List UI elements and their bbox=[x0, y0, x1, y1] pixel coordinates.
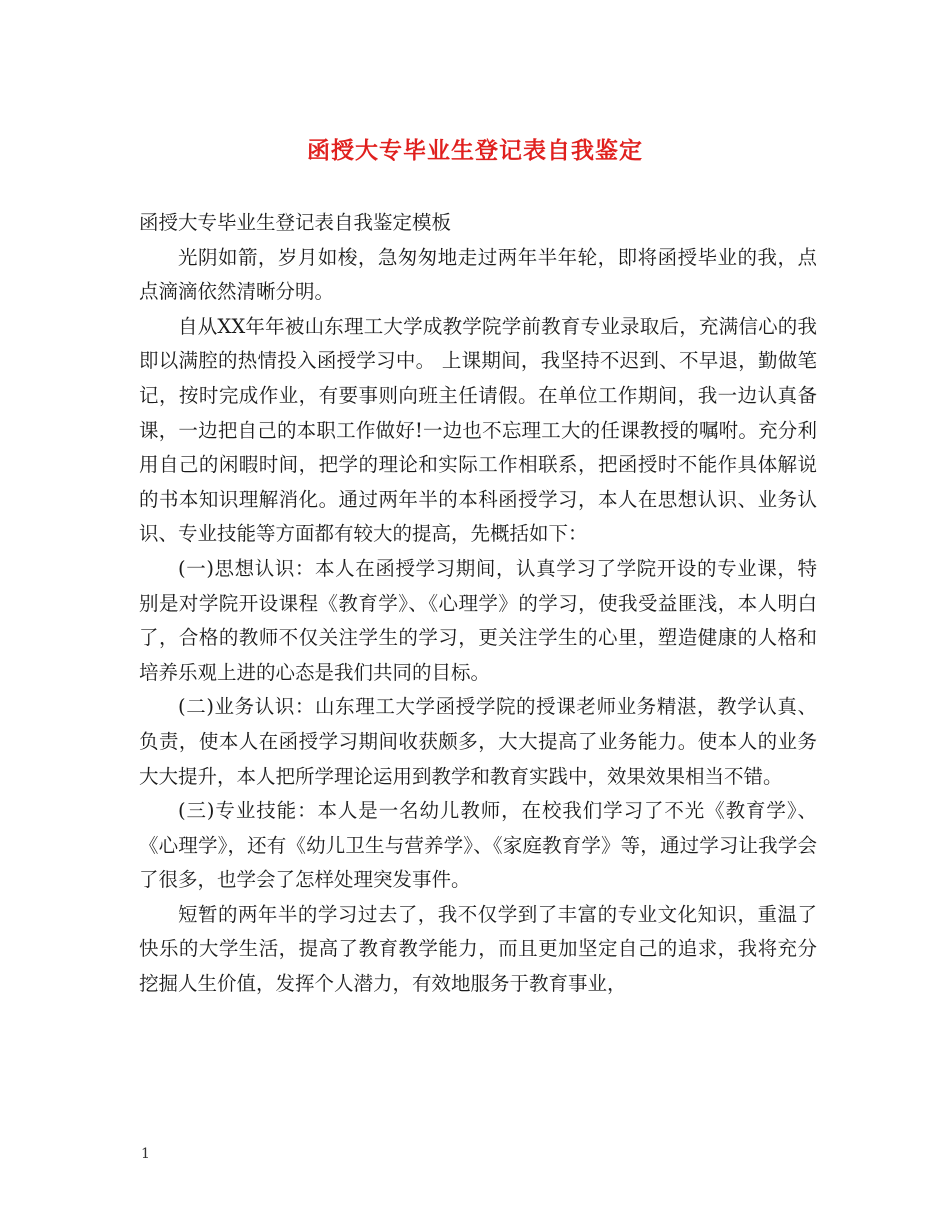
paragraph-business: (二)业务认识：山东理工大学函授学院的授课老师业务精湛，教学认真、负责，使本人在函授学习期间收获颇多，大大提高了业务能力。使本人的业务大大提升，本人把所学理论运用到教学和教育实践中，效果效果相当不错。 bbox=[139, 695, 817, 788]
paragraph-study-overview: 自从XX年年被山东理工大学成教学院学前教育专业录取后，充满信心的我即以满腔的热情投入函授学习中。 上课期间，我坚持不迟到、不早退，勤做笔记，按时完成作业，有要事则向班主任请假。在单位工作期间，我一边认真备课，一边把自己的本职工作做好!一边也不忘理工大的任课教授的嘱咐。充分利用自己的闲暇时间，把学的理论和实际工作相联系，把函授时不能作具体解说的书本知识理解消化。通过两年半的本科函授学习，本人在思想认识、业务认识、专业技能等方面都有较大的提高，先概括如下： bbox=[139, 314, 817, 546]
paragraph-ideology: (一)思想认识：本人在函授学习期间，认真学习了学院开设的专业课，特别是对学院开设课程《教育学》、《心理学》的学习，使我受益匪浅，本人明白了，合格的教师不仅关注学生的学习，更关注学生的心里，塑造健康的人格和培养乐观上进的心态是我们共同的目标。 bbox=[139, 556, 817, 684]
paragraph-conclusion: 短暂的两年半的学习过去了，我不仅学到了丰富的专业文化知识，重温了快乐的大学生活，提高了教育教学能力，而且更加坚定自己的追求，我将充分挖掘人生价值，发挥个人潜力，有效地服务于教育事业， bbox=[139, 902, 817, 996]
document-body bbox=[139, 206, 817, 1002]
document-subtitle: 函授大专毕业生登记表自我鉴定模板 bbox=[139, 211, 452, 234]
paragraph-skills: (三)专业技能：本人是一名幼儿教师，在校我们学习了不光《教育学》、《心理学》，还有《幼儿卫生与营养学》、《家庭教育学》等，通过学习让我学会了很多，也学会了怎样处理突发事件。 bbox=[139, 799, 817, 892]
page-number: 1 bbox=[141, 1146, 150, 1162]
document-title: 函授大专毕业生登记表自我鉴定 bbox=[307, 137, 643, 164]
paragraph-intro: 光阴如箭，岁月如梭，急匆匆地走过两年半年轮，即将函授毕业的我，点点滴滴依然清晰分明。 bbox=[139, 245, 817, 304]
